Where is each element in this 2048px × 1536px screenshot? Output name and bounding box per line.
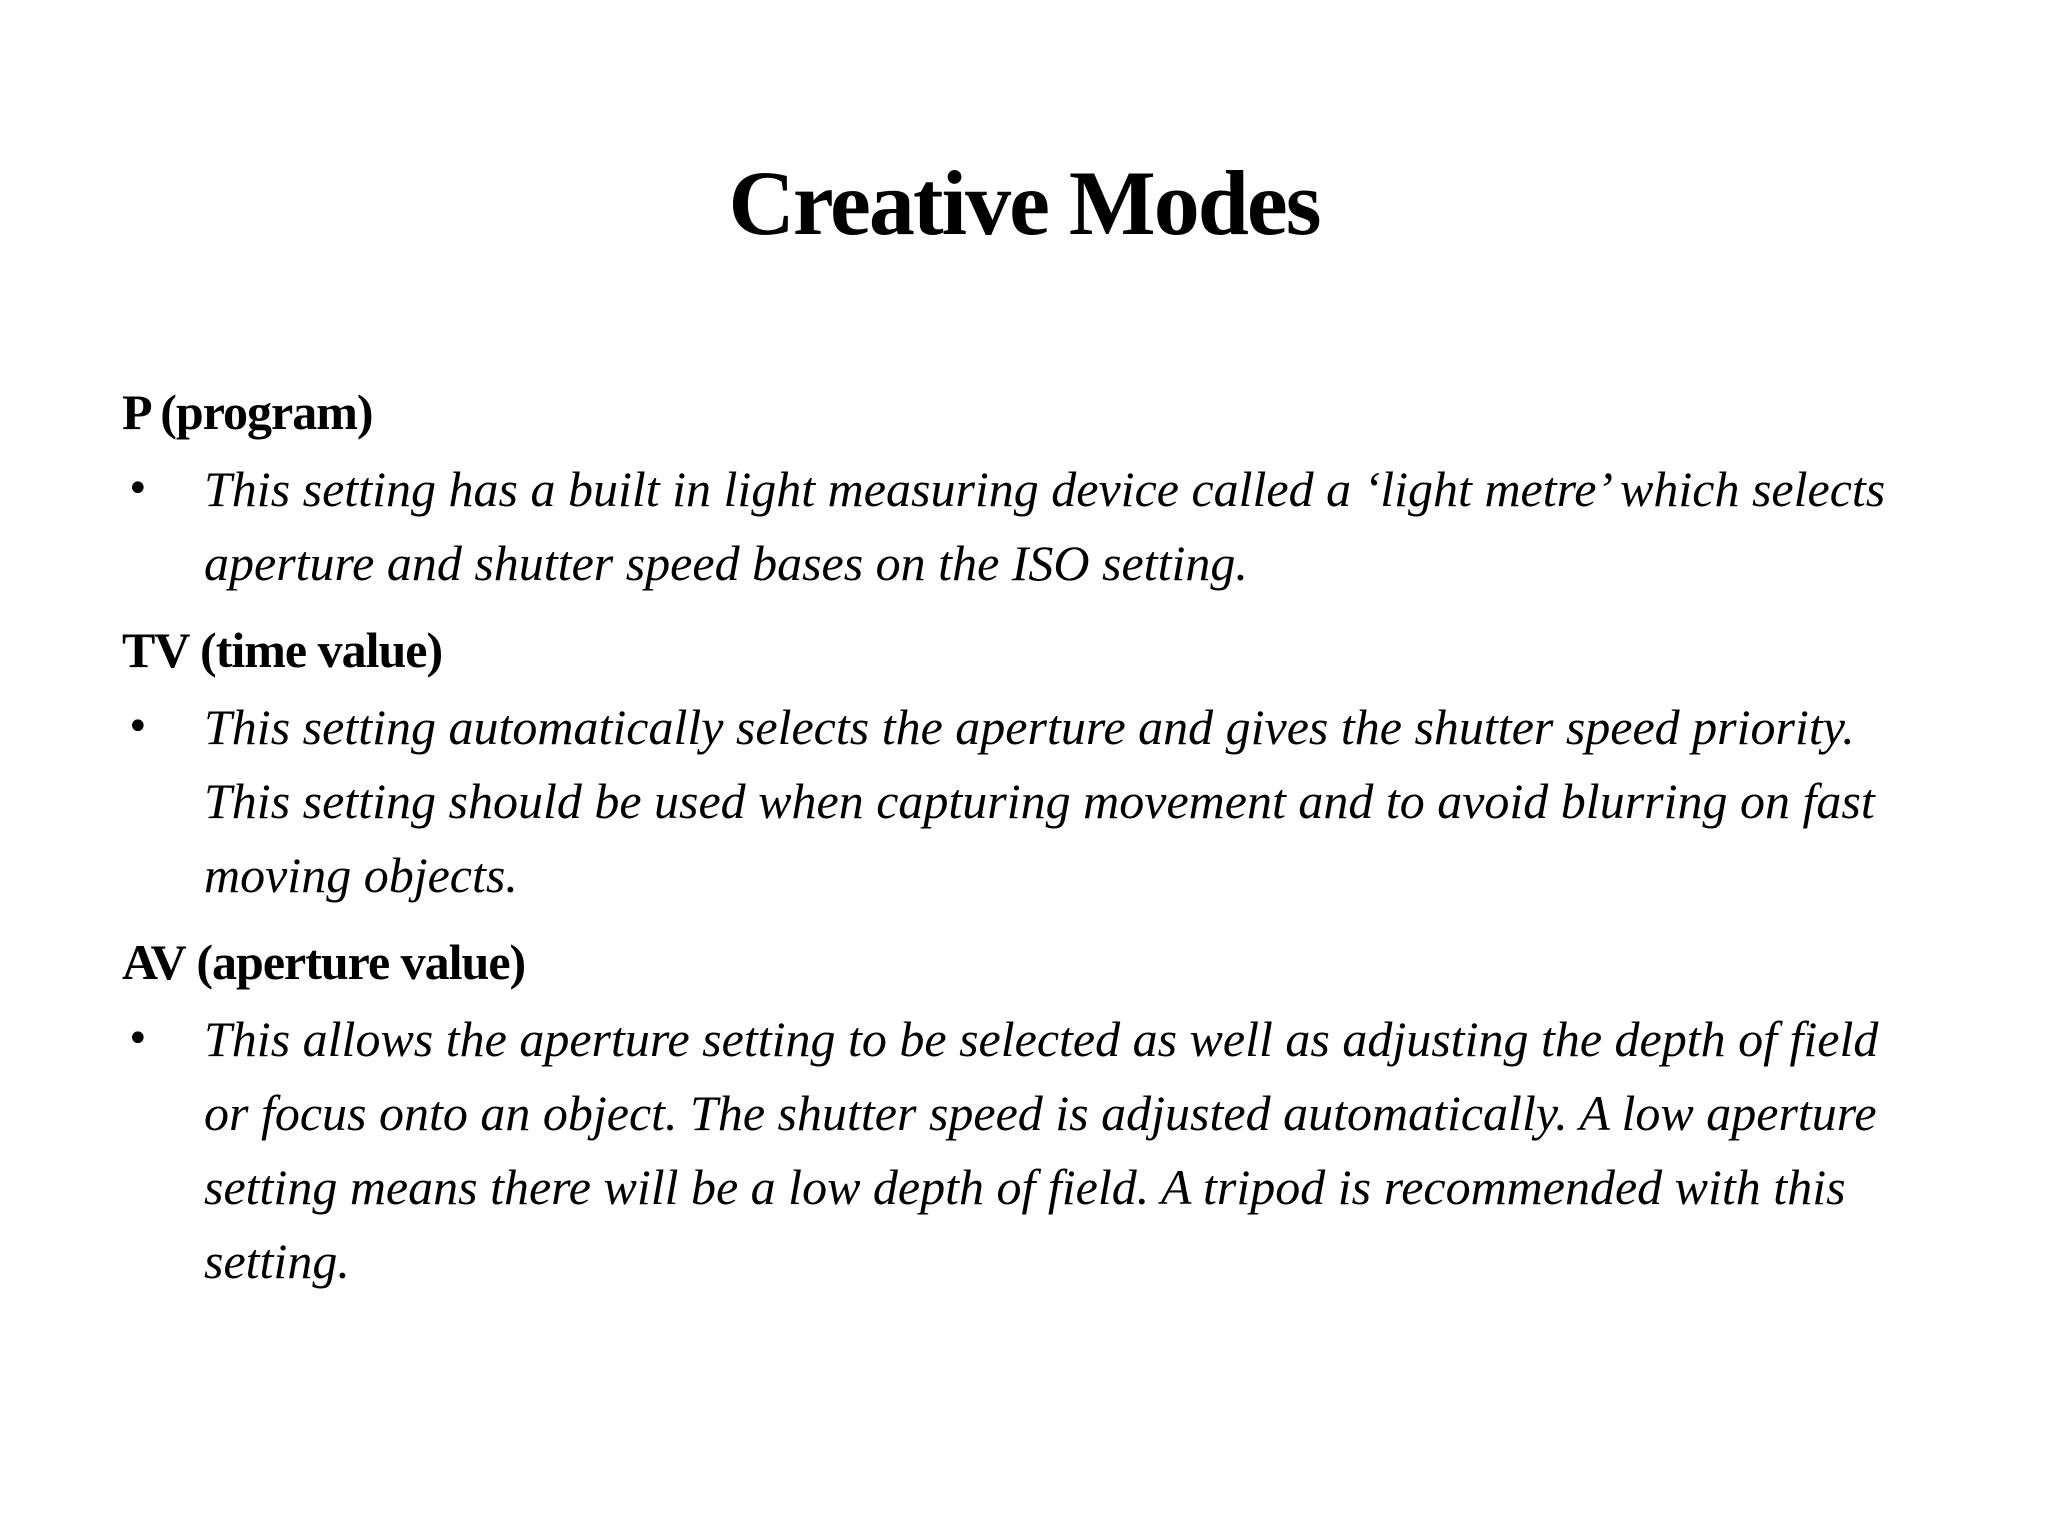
bullet-item <box>122 452 1982 600</box>
bullet-item <box>122 690 1982 912</box>
bullet-text: This allows the aperture setting to be selected as well as adjusting the depth of field or focus onto an object. The shutter speed is adjusted automatically. A low aperture setting means there will be a low depth of field. A tripod is recommended with this setting. <box>204 1011 1879 1289</box>
bullet-dot-icon: • <box>126 704 150 750</box>
section-heading: P (program) <box>122 384 373 440</box>
bullet-item <box>122 1002 1982 1298</box>
section-heading: AV (aperture value) <box>122 934 526 990</box>
section-time-value <box>122 618 1982 912</box>
section-heading: TV (time value) <box>122 622 443 678</box>
slide-title: Creative Modes <box>728 152 1320 254</box>
section-program <box>122 380 1982 600</box>
slide-content <box>122 380 1982 1316</box>
bullet-dot-icon: • <box>126 466 150 512</box>
section-aperture-value <box>122 930 1982 1298</box>
bullet-text: This setting has a built in light measuring device called a ‘light metre’ which selects aperture and shutter speed bases on the ISO setting. <box>204 461 1886 591</box>
bullet-dot-icon: • <box>126 1016 150 1062</box>
bullet-text: This setting automatically selects the aperture and gives the shutter speed priority. This setting should be used when capturing movement and to avoid blurring on fast moving objects. <box>204 699 1875 903</box>
